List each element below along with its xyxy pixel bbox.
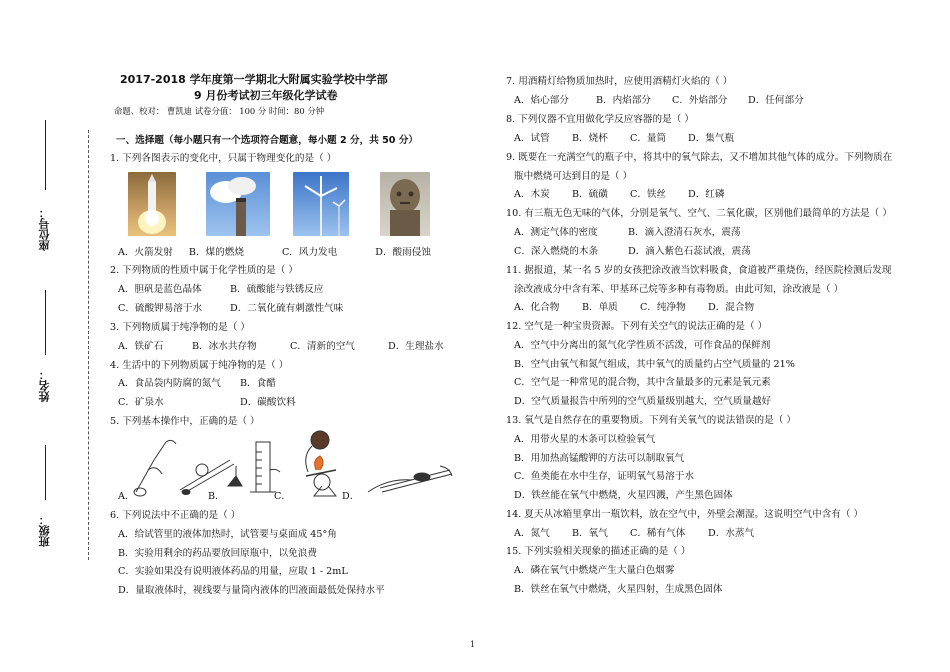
binding-strip [0, 0, 95, 672]
q3-option-a[interactable]: A．铁矿石 [118, 341, 164, 352]
q4-options-row1 [118, 377, 290, 390]
acid-rain-statue-image [380, 172, 430, 236]
q13-option-c[interactable]: C．鱼类能在水中生存，证明氧气易溶于水 [514, 471, 695, 482]
binding-dashed-line [88, 130, 89, 560]
alcohol-lamp-icon [228, 466, 242, 486]
q1-option-c[interactable]: C．风力发电 [281, 247, 338, 258]
q2-stem: 2. 下列物质的性质中属于化学性质的是（ ） [110, 265, 298, 276]
q7-stem: 7. 用酒精灯给物质加热时，应使用酒精灯火焰的（ ） [506, 76, 733, 87]
pipette-icon [368, 466, 452, 492]
q11-stem: 11. 据报道，某一名 5 岁的女孩把涂改液当饮料吸食，食道被严重烧伤，经医院检测后发现 [506, 265, 892, 276]
wind-power-image [293, 172, 349, 236]
q10-options-row2 [514, 245, 765, 258]
q1-option-b[interactable]: B．煤的燃烧 [188, 247, 244, 258]
q3-option-b[interactable]: B．冰水共存物 [192, 341, 257, 352]
heating-flask-icon [306, 431, 336, 496]
q11-option-c[interactable]: C．纯净物 [640, 302, 686, 313]
q10-option-d[interactable]: D．滴入紫色石蕊试液，震荡 [628, 246, 751, 257]
q9-options [514, 188, 738, 201]
q10-option-c[interactable]: C．深入燃烧的木条 [514, 246, 599, 257]
q9-option-d[interactable]: D．红磷 [688, 189, 725, 200]
q7-option-d[interactable]: D．任何部分 [748, 95, 804, 106]
q5-option-a[interactable]: A． [118, 491, 135, 502]
q8-stem: 8. 下列仪器不宜用做化学反应容器的是（ ） [506, 114, 694, 125]
q4-option-d[interactable]: D．碳酸饮料 [240, 397, 296, 408]
q9-stem-cont: 瓶中燃烧可达到目的是（ ） [514, 171, 633, 182]
q12-option-a[interactable]: A．空气中分离出的氮气化学性质不活泼，可作食品的保鲜剂 [514, 340, 771, 351]
q2-option-c[interactable]: C．硫酸钾易溶于水 [118, 303, 203, 314]
q13-option-a[interactable]: A．用带火星的木条可以检验氧气 [514, 434, 656, 445]
q9-stem: 9. 既要在一充满空气的瓶子中，将其中的氧气除去，又不增加其他气体的成分。下列物质在 [506, 152, 893, 163]
q13-option-d[interactable]: D．铁丝能在氧气中燃烧，火星四溅，产生黑色固体 [514, 490, 733, 501]
class-underline [45, 445, 46, 500]
q3-option-c[interactable]: C．清新的空气 [290, 341, 355, 352]
rocket-launch-image [128, 172, 176, 236]
q12-option-d[interactable]: D．空气质量报告中所列的空气质量级别越大，空气质量越好 [514, 396, 772, 407]
name-underline [45, 290, 46, 355]
exam-title-2: 9 月份考试初三年级化学试卷 [194, 89, 338, 102]
q2-option-d[interactable]: D．二氧化硫有刺激性气味 [230, 303, 344, 314]
q11-stem-cont: 涂改液成分中含有苯、甲基环己烷等多种有毒物质。由此可知，涂改液是（ ） [514, 284, 844, 295]
q1-options [118, 246, 445, 259]
q9-option-a[interactable]: A．木炭 [514, 189, 550, 200]
exam-meta: 命题、校对： 曹凯迪 试卷分值： 100 分 时间：80 分钟 [114, 106, 325, 116]
q12-option-b[interactable]: B．空气由氧气和氮气组成，其中氧气的质量约占空气质量的 21% [514, 359, 795, 370]
q14-option-c[interactable]: C．稀有气体 [630, 528, 686, 539]
exam-title-1: 2017-2018 学年度第一学期北大附属实验学校中学部 [120, 73, 388, 86]
q7-option-c[interactable]: C．外焰部分 [672, 95, 728, 106]
q2-option-a[interactable]: A．胆矾是蓝色晶体 [118, 284, 202, 295]
graduated-cylinder-icon [250, 442, 280, 492]
q13-stem: 13. 氧气是自然存在的重要物质。下列有关氧气的说法错误的是（ ） [506, 415, 796, 426]
q8-option-b[interactable]: B．烧杯 [572, 133, 608, 144]
q13-option-b[interactable]: B．用加热高锰酸钾的方法可以制取氧气 [514, 453, 685, 464]
q7-option-b[interactable]: B．内焰部分 [596, 95, 652, 106]
q10-option-b[interactable]: B．滴入澄清石灰水，震荡 [628, 227, 741, 238]
q1-stem: 1. 下列各图表示的变化中，只属于物理变化的是（ ） [110, 153, 337, 164]
q10-option-a[interactable]: A．测定气体的密度 [514, 227, 598, 238]
q1-option-d[interactable]: D．酸雨侵蚀 [375, 247, 431, 258]
section-heading: 一、选择题（每小题只有一个选项符合题意，每小题 2 分，共 50 分） [116, 135, 419, 146]
q10-options-row1 [514, 226, 755, 239]
q2-options-row1 [118, 283, 337, 296]
q11-option-a[interactable]: A．化合物 [514, 302, 560, 313]
seat-underline [45, 120, 46, 190]
q4-option-a[interactable]: A．食品袋内防腐的氮气 [118, 378, 221, 389]
coal-burning-image [206, 172, 270, 236]
q10-stem: 10. 有三瓶无色无味的气体，分别是氧气、空气、二氧化碳，区别他们最简单的方法是（ ） [506, 208, 892, 219]
q2-options-row2 [118, 302, 357, 315]
lab-operation-drawings [110, 430, 482, 500]
q14-option-d[interactable]: D．水蒸气 [708, 528, 755, 539]
q14-option-a[interactable]: A．氮气 [514, 528, 550, 539]
q4-stem: 4. 生活中的下列物质属于纯净物的是（ ） [110, 360, 289, 371]
q2-option-b[interactable]: B．硫酸能与铁锈反应 [230, 284, 324, 295]
q5-option-b[interactable]: B． [208, 491, 225, 502]
q11-option-d[interactable]: D．混合物 [708, 302, 755, 313]
q12-stem: 12. 空气是一种宝贵资源。下列有关空气的说法正确的是（ ） [506, 321, 768, 332]
q4-option-b[interactable]: B．食醋 [240, 378, 276, 389]
q5-option-d[interactable]: D． [342, 491, 360, 502]
q15-option-a[interactable]: A．磷在氧气中燃烧产生大量白色烟雾 [514, 565, 675, 576]
q9-option-c[interactable]: C．铁丝 [630, 189, 667, 200]
q4-option-c[interactable]: C．矿泉水 [118, 397, 164, 408]
q6-option-a[interactable]: A．给试管里的液体加热时，试管要与桌面成 45°角 [118, 529, 337, 540]
page-number: 1 [470, 640, 476, 649]
class-label: 班级： [38, 514, 51, 547]
q6-option-d[interactable]: D．量取液体时，视线要与量筒内液体的凹液面最低处保持水平 [118, 585, 385, 596]
q4-options-row2 [118, 396, 310, 409]
q5-stem: 5. 下列基本操作中，正确的是（ ） [110, 416, 260, 427]
q11-option-b[interactable]: B．单质 [582, 302, 618, 313]
q5-option-c[interactable]: C． [274, 491, 291, 502]
q3-stem: 3. 下列物质属于纯净物的是（ ） [110, 322, 250, 333]
name-label: 姓名： [38, 369, 51, 402]
seat-label: 座位号： [38, 207, 51, 251]
q8-option-c[interactable]: C．量筒 [630, 133, 667, 144]
q15-option-b[interactable]: B．铁丝在氧气中燃烧，火星四射，生成黑色固体 [514, 584, 723, 595]
q7-options [514, 94, 818, 107]
q8-option-a[interactable]: A．试管 [514, 133, 550, 144]
q15-stem: 15. 下列实验相关现象的描述正确的是（ ） [506, 546, 691, 557]
q6-option-b[interactable]: B．实验用剩余的药品要放回原瓶中，以免浪费 [118, 548, 317, 559]
q9-option-b[interactable]: B．硫磺 [572, 189, 608, 200]
q6-stem: 6. 下列说法中不正确的是（ ） [110, 510, 241, 521]
q1-option-a[interactable]: A．火箭发射 [118, 247, 173, 258]
q14-stem: 14. 夏天从冰箱里拿出一瓶饮料，放在空气中，外壁会潮湿。这说明空气中含有（ ） [506, 509, 864, 520]
q3-options [118, 340, 458, 353]
q6-option-c[interactable]: C．实验如果没有说明液体药品的用量，应取 1 - 2mL [118, 566, 348, 577]
q14-option-b[interactable]: B．氧气 [572, 528, 608, 539]
q3-option-d[interactable]: D．生理盐水 [388, 341, 444, 352]
q8-option-d[interactable]: D．集气瓶 [688, 133, 735, 144]
q7-option-a[interactable]: A．焰心部分 [514, 95, 569, 106]
test-tube-insert-icon [134, 440, 234, 496]
q8-options [514, 132, 748, 145]
q12-option-c[interactable]: C．空气是一种常见的混合物，其中含量最多的元素是氧元素 [514, 377, 771, 388]
q11-options [514, 301, 768, 314]
q14-options [514, 527, 768, 540]
